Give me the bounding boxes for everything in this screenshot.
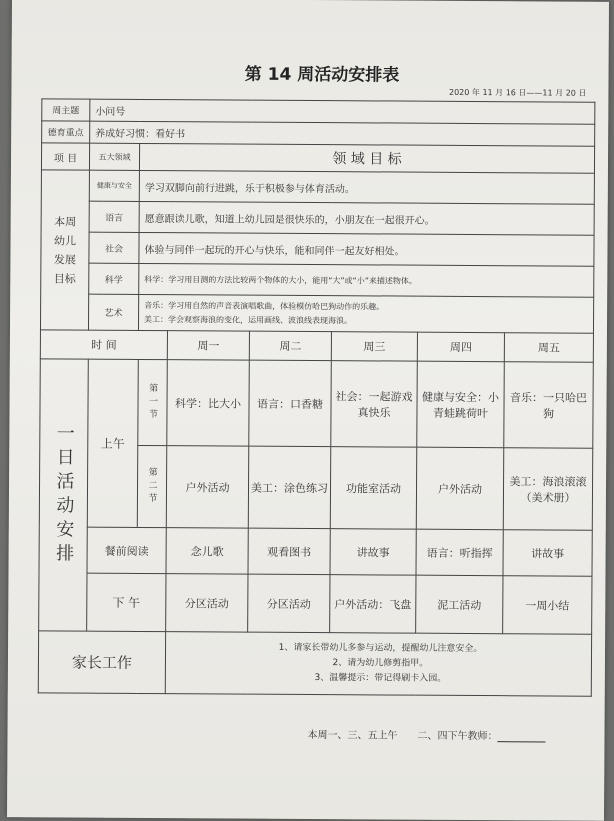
activity-cell: 美工：海浪滚滚（美术册） — [503, 448, 592, 531]
domain-goal: 学习双脚向前行进跳，乐于积极参与体育活动。 — [139, 170, 594, 204]
parent-items — [165, 632, 591, 697]
art-goal: 美工：学会观察海浪的变化，运用画线、波浪线表现海浪。 — [144, 314, 353, 325]
document-sheet — [7, 0, 609, 821]
habit-focus-label: 德育重点 — [42, 121, 90, 143]
activity-cell: 讲故事 — [503, 530, 592, 577]
parent-item: 2、请为幼儿修剪指甲。 — [332, 658, 429, 669]
activity-cell: 语言：口香糖 — [249, 360, 332, 446]
domain-goal: 科学：学习用目测的方法比较两个物体的大小，能用“大”或“小”来描述物体。 — [139, 263, 594, 297]
footer-text: 本周一、三、五上午 二、四下午教师： — [307, 729, 498, 743]
activity-cell: 户外活动 — [166, 446, 248, 528]
first-period-cell — [138, 359, 168, 445]
parent-item: 3、温馨提示：带记得刷卡入园。 — [314, 673, 447, 684]
activity-cell: 观看图书 — [248, 528, 330, 575]
parent-label: 家长工作 — [38, 631, 165, 694]
time-label: 时 间 — [40, 330, 167, 360]
second-period-label: 第二节 — [146, 467, 157, 507]
header-goal: 领 域 目 标 — [139, 143, 594, 173]
parent-row — [38, 631, 591, 696]
header-item: 项 目 — [41, 143, 89, 170]
domain-row — [41, 201, 594, 235]
week-theme-label: 周主题 — [42, 99, 90, 121]
signature-line — [497, 741, 545, 742]
domain-name: 艺术 — [88, 294, 138, 330]
activity-cell: 美工：涂色练习 — [248, 446, 330, 528]
day-header: 周四 — [417, 332, 504, 362]
activity-cell: 健康与安全：小青蛙跳荷叶 — [417, 361, 505, 448]
activity-cell: 户外活动 — [416, 447, 503, 530]
week-theme-value: 小问号 — [90, 99, 595, 124]
second-period-cell — [137, 445, 167, 527]
dev-goal-label: 本周幼儿发展目标 — [40, 170, 89, 330]
activity-cell: 语言：听指挥 — [416, 529, 503, 576]
domain-row — [41, 232, 594, 266]
domain-goal — [138, 294, 593, 333]
activity-cell: 户外活动：飞盘 — [330, 575, 416, 634]
activity-cell: 泥工活动 — [416, 575, 503, 634]
activity-cell: 分区活动 — [166, 574, 248, 632]
activity-cell: 讲故事 — [330, 529, 416, 576]
morning-label: 上午 — [87, 359, 138, 527]
afternoon-row — [39, 573, 592, 634]
domain-name: 科学 — [89, 263, 139, 294]
activity-cell: 音乐：一只哈巴狗 — [504, 362, 594, 449]
activity-cell: 念儿歌 — [166, 528, 248, 575]
domain-goal: 体验与同伴一起玩的开心与快乐，能和同伴一起友好相处。 — [139, 232, 594, 266]
time-header-row — [40, 330, 593, 362]
activity-cell: 分区活动 — [248, 574, 330, 632]
reading-label: 餐前阅读 — [87, 527, 166, 573]
header-row — [41, 143, 594, 173]
daily-label-cell — [39, 359, 89, 631]
header-domain: 五大领域 — [89, 143, 139, 170]
footer — [307, 726, 545, 742]
activity-cell: 功能室活动 — [330, 447, 416, 530]
day-header: 周一 — [167, 331, 249, 361]
day-header: 周三 — [331, 332, 417, 362]
domain-name: 健康与安全 — [89, 170, 139, 201]
activity-cell: 社会：一起游戏真快乐 — [331, 361, 418, 448]
parent-item: 1、请家长带幼儿多参与运动，提醒幼儿注意安全。 — [278, 642, 483, 655]
habit-focus-value: 养成好习惯：看好书 — [90, 121, 595, 146]
first-period-row — [40, 359, 594, 448]
day-header: 周二 — [249, 331, 331, 361]
day-header: 周五 — [504, 333, 593, 363]
music-goal: 音乐：学习用自然的声音表演唱歌曲，体验模仿哈巴狗动作的乐趣。 — [144, 300, 385, 311]
domain-goal: 愿意跟读儿歌，知道上幼儿园是很快乐的，小朋友在一起很开心。 — [139, 201, 594, 235]
date-range: 2020 年 11 月 16 日——11 月 20 日 — [448, 87, 587, 98]
domain-name: 语言 — [89, 201, 139, 232]
domain-row — [41, 170, 594, 204]
domain-row — [40, 294, 593, 333]
domain-row — [41, 263, 594, 297]
schedule-table — [38, 98, 596, 696]
reading-row — [39, 527, 592, 576]
page-title: 第 14 周活动安排表 — [244, 64, 400, 86]
afternoon-label: 下 午 — [87, 573, 166, 631]
activity-cell: 一周小结 — [503, 576, 592, 635]
first-period-label: 第一节 — [146, 383, 158, 423]
daily-label: 一日活动安排 — [53, 422, 75, 568]
activity-cell: 科学：比大小 — [167, 360, 250, 446]
domain-name: 社会 — [89, 232, 139, 263]
